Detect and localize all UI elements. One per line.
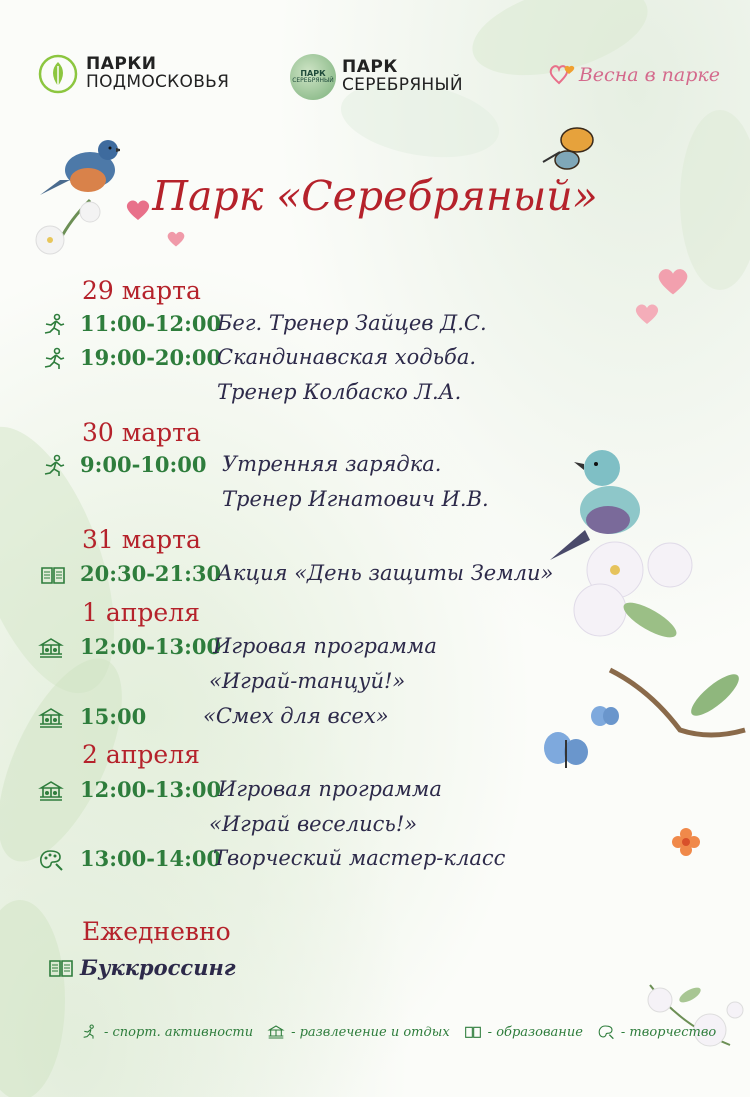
event-time: 12:00-13:00 xyxy=(80,634,222,659)
event-title: Скандинавская ходьба. xyxy=(217,345,477,369)
emblem-text-2: СЕРЕБРЯНЫЙ xyxy=(292,76,334,84)
event-title-line2: «Играй-танцуй!» xyxy=(209,669,406,693)
logo3-text: Весна в парке xyxy=(578,64,720,86)
legend-sport: - спорт. активности xyxy=(104,1024,254,1040)
event-time: 15:00 xyxy=(80,704,147,729)
event-title-line2: Тренер Колбаско Л.А. xyxy=(217,380,462,404)
running-icon xyxy=(40,313,66,337)
logo2-line1: ПАРК xyxy=(342,57,398,78)
flowers-illustration xyxy=(630,975,750,1070)
carousel-icon xyxy=(38,706,64,730)
bird-branch-illustration xyxy=(540,440,750,780)
event-time: 20:30-21:30 xyxy=(80,561,222,586)
event-title-line2: Тренер Игнатович И.В. xyxy=(222,487,489,511)
logo2-line2: СЕРЕБРЯНЫЙ xyxy=(342,75,463,95)
palette-icon xyxy=(597,1024,615,1040)
leaf-shape xyxy=(0,900,65,1097)
running-icon xyxy=(80,1024,98,1040)
event-title-line2: «Играй веселись!» xyxy=(209,812,418,836)
event-time: 11:00-12:00 xyxy=(80,311,222,336)
butterfly-illustration xyxy=(590,704,620,730)
heart-icon xyxy=(166,230,186,248)
event-title: Акция «День защиты Земли» xyxy=(217,561,554,585)
park-serebryany-logo xyxy=(290,54,463,100)
event-title: Игровая программа xyxy=(213,634,437,658)
parks-podmoskovya-logo xyxy=(38,54,229,94)
event-title: Бег. Тренер Зайцев Д.С. xyxy=(217,311,487,335)
butterfly-illustration xyxy=(535,122,595,177)
page-title: Парк «Серебряный» xyxy=(152,172,598,220)
event-time: 13:00-14:00 xyxy=(80,846,222,871)
logo1-line2: ПОДМОСКОВЬЯ xyxy=(86,72,230,92)
event-title: Творческий мастер-класс xyxy=(213,846,506,870)
day-date: 31 марта xyxy=(82,525,201,554)
carousel-icon xyxy=(38,636,64,660)
event-title: Утренняя зарядка. xyxy=(222,452,442,476)
hearts-logo-icon xyxy=(549,64,577,86)
day-date: 1 апреля xyxy=(82,598,200,627)
daily-label: Ежедневно xyxy=(82,917,231,946)
spring-in-park-logo xyxy=(549,64,720,86)
flower-icon xyxy=(672,828,700,856)
leaf-logo-icon xyxy=(38,54,78,94)
event-time: 12:00-13:00 xyxy=(80,777,222,802)
event-title: Игровая программа xyxy=(218,777,442,801)
running-icon xyxy=(40,454,66,478)
serebryany-emblem xyxy=(290,54,336,100)
day-date: 29 марта xyxy=(82,276,201,305)
event-time: 9:00-10:00 xyxy=(80,452,207,477)
book-icon xyxy=(48,956,74,980)
book-icon xyxy=(40,563,66,587)
day-date: 2 апреля xyxy=(82,740,200,769)
logo1-line1: ПАРКИ xyxy=(86,54,157,75)
legend-creativity: - творчество xyxy=(620,1024,717,1040)
daily-item: Буккроссинг xyxy=(80,955,236,980)
palette-icon xyxy=(38,848,64,872)
running-icon xyxy=(40,347,66,371)
book-icon xyxy=(464,1024,482,1040)
butterfly-illustration xyxy=(542,730,590,772)
icon-legend xyxy=(80,1024,720,1040)
legend-education: - образование xyxy=(487,1024,583,1040)
emblem-text-1: ПАРК xyxy=(300,68,326,78)
carousel-icon xyxy=(38,779,64,803)
carousel-icon xyxy=(267,1024,285,1040)
header xyxy=(38,52,720,102)
event-title: «Смех для всех» xyxy=(203,704,389,728)
legend-leisure: - развлечение и отдых xyxy=(291,1024,450,1040)
day-date: 30 марта xyxy=(82,418,201,447)
heart-icon xyxy=(634,302,660,326)
event-time: 19:00-20:00 xyxy=(80,345,222,370)
heart-icon xyxy=(656,266,690,297)
